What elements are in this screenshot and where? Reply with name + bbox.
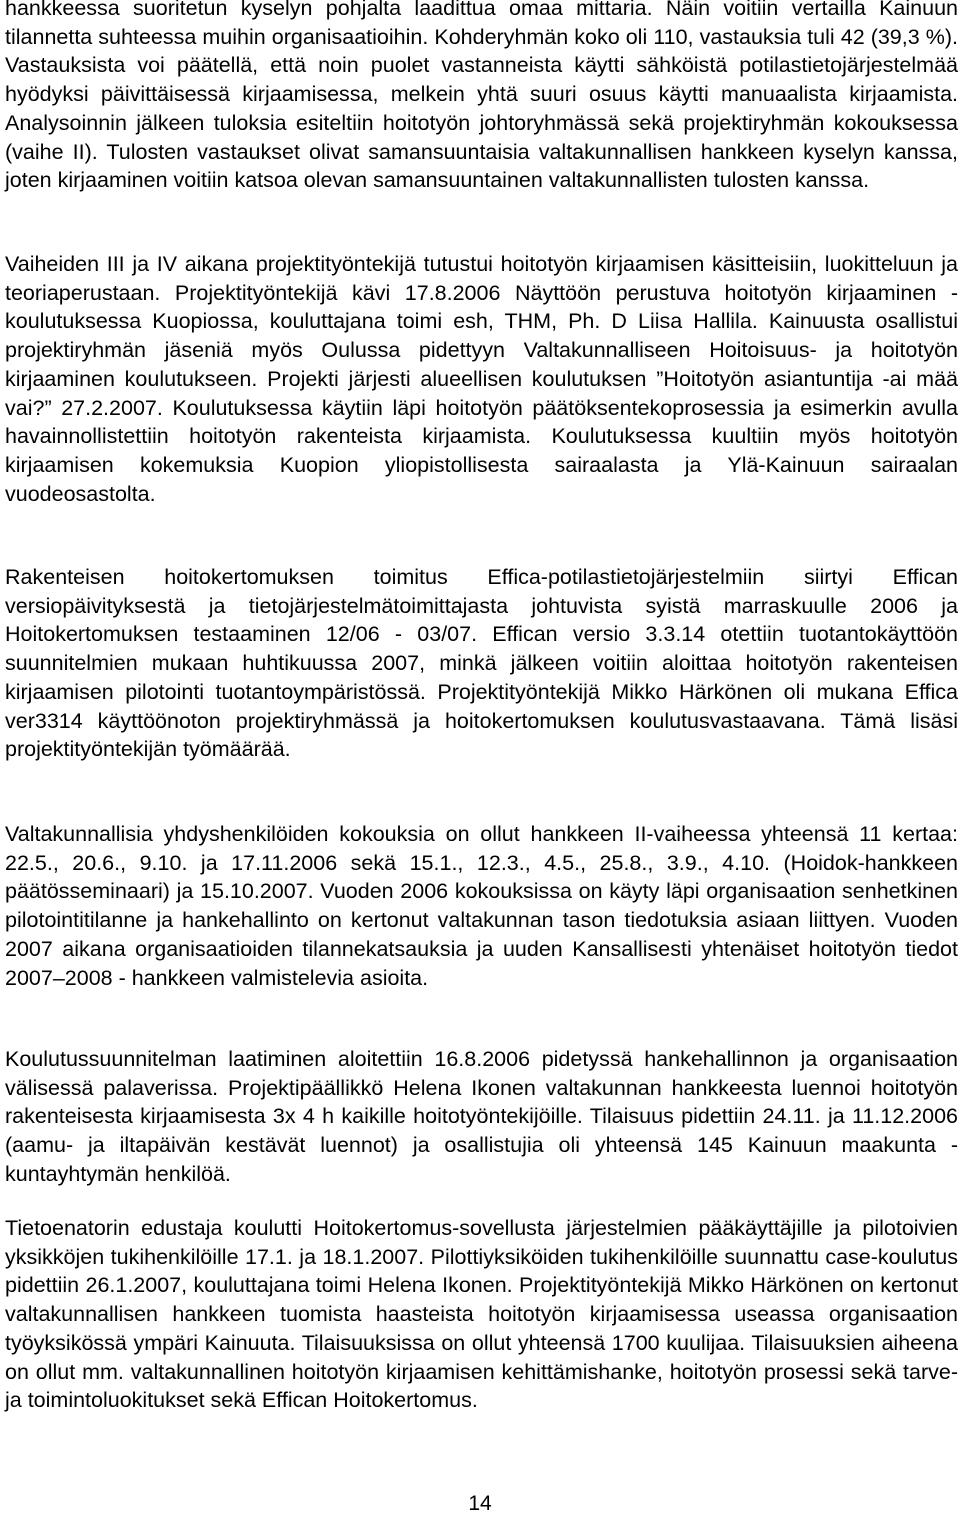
- paragraph-tietoenator-training: Tietoenatorin edustaja koulutti Hoitokertomus-sovellusta järjestelmien pääkäyttäjille ja pilotoivien yksikköjen tukihenkilöille 17.1. ja 18.1.2007. Pilottiyksiköiden tukihenkilöille suunnattu case-koulutus pidettiin 26.1.2007, kouluttajana toimi Helena Ikonen. Projektityöntekijä Mikko Härkönen on kertonut valtakunnallisen hankkeen tuomista haasteista hoitotyön kirjaamisessa useassa organisaation työyksikössä ympäri Kainuuta. Tilaisuuksissa on ollut yhteensä 1700 kuulijaa. Tilaisuuksien aiheena on ollut mm. valtakunnallinen hoitotyön kirjaamisen kehittämishanke, hoitotyön prosessi sekä tarve- ja toimintoluokitukset sekä Effican Hoitokertomus.: [5, 1216, 958, 1413]
- paragraph-survey-results: hankkeessa suoritetun kyselyn pohjalta laadittua omaa mittaria. Näin voitiin vertailla Kainuun tilannetta suhteessa muihin organisaatioihin. Kohderyhmän koko oli 110, vastauksia tuli 42 (39,3 %). Vastauksista voi päätellä, että noin puolet vastanneista käytti sähköistä potilastietojärjestelmää hyödyksi päivittäisessä kirjaamisessa, melkein yhtä suuri osuus käytti manuaalista kirjaamista. Analysoinnin jälkeen tuloksia esiteltiin hoitotyön johtoryhmässä sekä projektiryhmän kokouksessa (vaihe II). Tulosten vastaukset olivat samansuuntaisia valtakunnallisen hankkeen kyselyn kanssa, joten kirjaaminen voitiin katsoa olevan samansuuntainen valtakunnallisten tulosten kanssa.: [5, 0, 958, 193]
- paragraph-effica-rollout: Rakenteisen hoitokertomuksen toimitus Effica-potilastietojärjestelmiin siirtyi Effican versiopäivityksestä ja tietojärjestelmätoimittajasta johtuvista syistä marraskuulle 2006 ja Hoitokertomuksen testaaminen 12/06 - 03/07. Effican versio 3.3.14 otettiin tuotantokäyttöön suunnitelmien mukaan huhtikuussa 2007, minkä jälkeen voitiin aloittaa hoitotyön rakenteisen kirjaamisen pilotointi tuotantoympäristössä. Projektityöntekijä Mikko Härkönen oli mukana Effica ver3314 käyttöönoton projektiryhmässä ja hoitokertomuksen koulutusvastaavana. Tämä lisäsi projektityöntekijän työmäärää.: [5, 565, 958, 762]
- page-number: 14: [468, 1492, 492, 1515]
- paragraph-training-plan: Koulutussuunnitelman laatiminen aloitettiin 16.8.2006 pidetyssä hankehallinnon ja organisaation välisessä palaverissa. Projektipäällikkö Helena Ikonen valtakunnan hankkeesta luennoi hoitotyön rakenteisesta kirjaamisesta 3x 4 h kaikille hoitotyöntekijöille. Tilaisuus pidettiin 24.11. ja 11.12.2006 (aamu- ja iltapäivän kestävät luennot) ja osallistujia oli yhteensä 145 Kainuun maakunta -kuntayhtymän henkilöä.: [5, 1047, 958, 1186]
- paragraph-national-meetings: Valtakunnallisia yhdyshenkilöiden kokouksia on ollut hankkeen II-vaiheessa yhteensä 11 kertaa: 22.5., 20.6., 9.10. ja 17.11.2006 sekä 15.1., 12.3., 4.5., 25.8., 3.9., 4.10. (Hoidok-hankkeen päätösseminaari) ja 15.10.2007. Vuoden 2006 kokouksissa on käyty läpi organisaation senhetkinen pilotointitilanne ja hankehallinto on kertonut valtakunnan tason tiedotuksia asiaan liittyen. Vuoden 2007 aikana organisaatioiden tilannekatsauksia ja uuden Kansallisesti yhtenäiset hoitotyön tiedot 2007–2008 - hankkeen valmistelevia asioita.: [5, 822, 958, 990]
- paragraph-training-phases: Vaiheiden III ja IV aikana projektityöntekijä tutustui hoitotyön kirjaamisen käsitteisiin, luokitteluun ja teoriaperustaan. Projektityöntekijä kävi 17.8.2006 Näyttöön perustuva hoitotyön kirjaaminen -koulutuksessa Kuopiossa, kouluttajana toimi esh, THM, Ph. D Liisa Hallila. Kainuusta osallistui projektiryhmän jäseniä myös Oulussa pidettyyn Valtakunnalliseen Hoitoisuus- ja hoitotyön kirjaaminen koulutukseen. Projekti järjesti alueellisen koulutuksen ”Hoitotyön asiantuntija -ai mää vai?” 27.2.2007. Koulutuksessa käytiin läpi hoitotyön päätöksentekoprosessia ja esimerkin avulla havainnollistettiin hoitotyön rakenteista kirjaamista. Koulutuksessa kuultiin myös hoitotyön kirjaamisen kokemuksia Kuopion yliopistollisesta sairaalasta ja Ylä-Kainuun sairaalan vuodeosastolta.: [5, 252, 958, 506]
